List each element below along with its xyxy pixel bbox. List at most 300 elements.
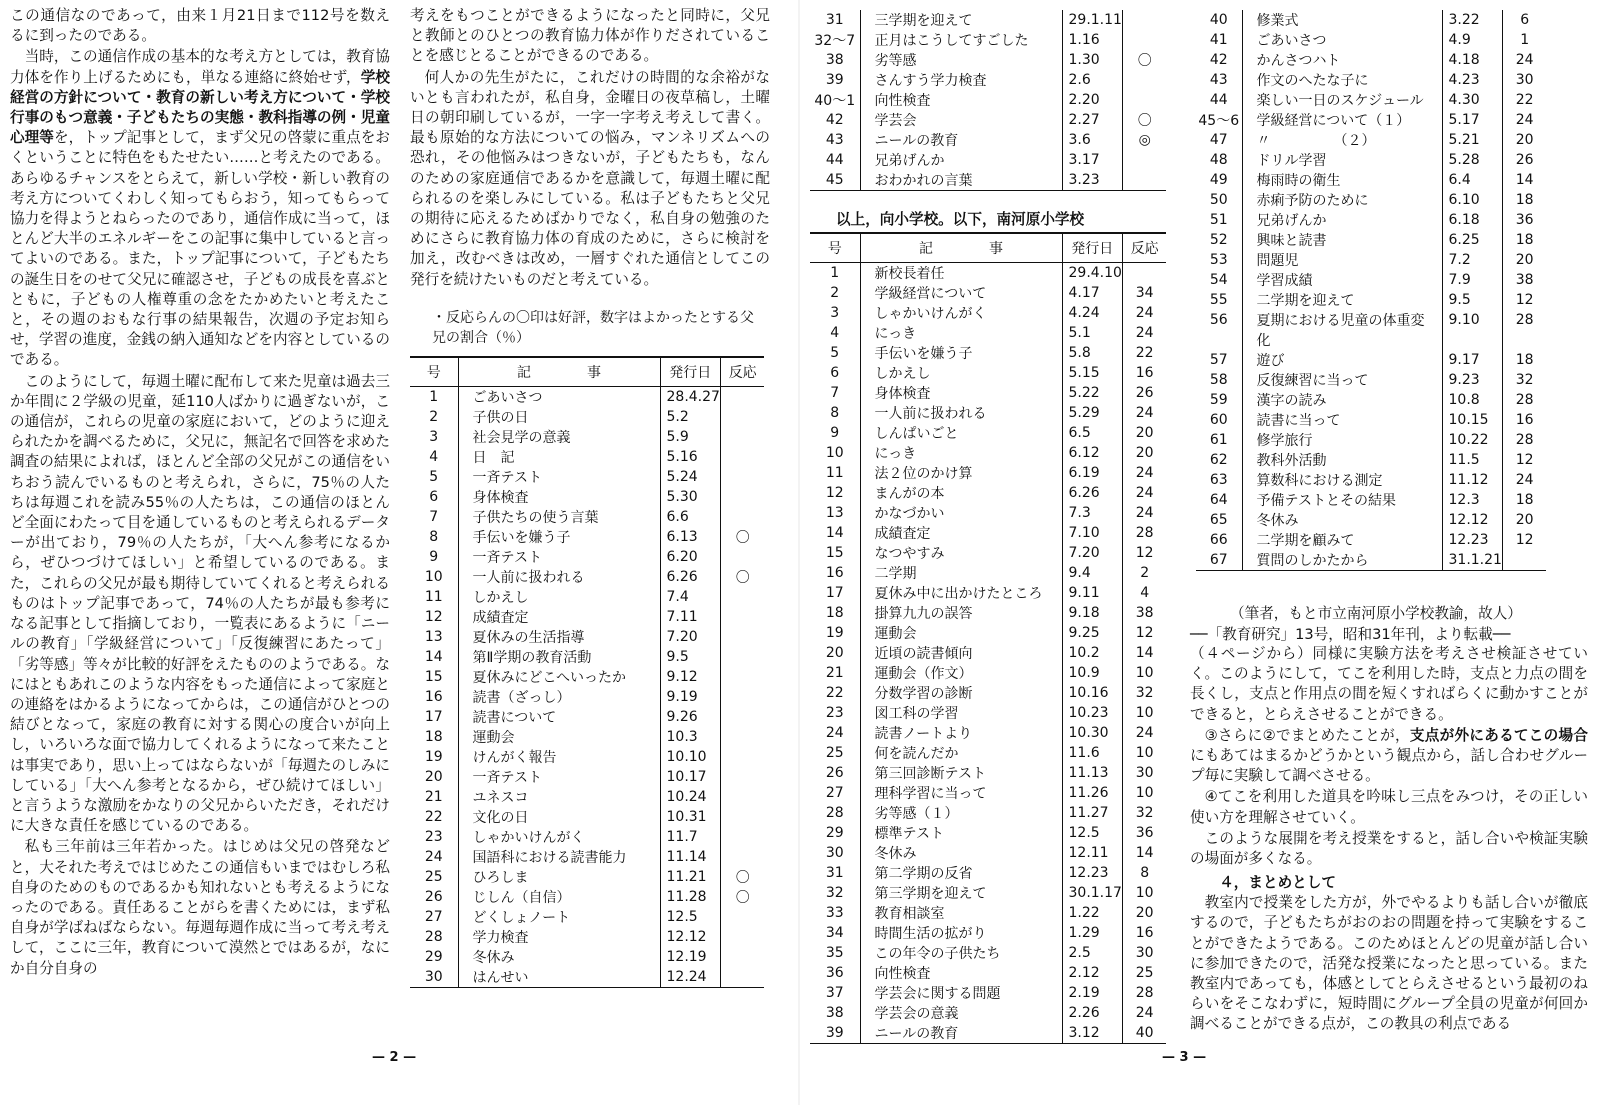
- cell-date: 1.22: [1062, 903, 1122, 923]
- cell-date: 10.17: [660, 767, 720, 787]
- cell-react: [1122, 170, 1166, 191]
- cell-date: 10.31: [660, 807, 720, 827]
- cell-no: 30: [410, 967, 458, 988]
- cell-date: 7.20: [660, 627, 720, 647]
- cell-react: 24: [1122, 403, 1166, 423]
- paragraph: [1190, 726, 1588, 787]
- cell-date: 3.12: [1062, 1023, 1122, 1044]
- cell-react: 4: [1122, 583, 1166, 603]
- cell-date: 10.3: [660, 727, 720, 747]
- cell-no: 20: [424, 768, 443, 785]
- table-row: [810, 643, 1166, 663]
- cell-date: 9.5: [660, 647, 720, 667]
- cell-title: 興味と読書: [1242, 230, 1442, 250]
- cell-title: はんせい: [458, 967, 660, 988]
- cell-react: 28: [1122, 983, 1166, 1003]
- cell-title: 梅雨時の衛生: [1242, 170, 1442, 190]
- cell-title: 学芸会: [860, 110, 1062, 130]
- cell-title: しゃかいけんがく: [458, 827, 660, 847]
- cell-title: 冬休み: [458, 947, 660, 967]
- bold-text: 学校経営の方針について・教育の新しい考え方について・学校行事のもつ意義・子どもたちの実態・教科指導の例・児童心理等: [10, 68, 390, 147]
- paragraph: [10, 47, 390, 370]
- cell-no: 4: [429, 448, 439, 465]
- cell-date: 3.22: [1442, 10, 1502, 30]
- cell-react: 1: [1502, 30, 1546, 50]
- cell-react: [720, 847, 764, 867]
- table-row: [1196, 190, 1546, 210]
- cell-title: 身体検査: [860, 383, 1062, 403]
- source-note: ──「教育研究」13号，昭和31年刊，より転載──: [1190, 626, 1511, 643]
- table-row: [410, 567, 764, 587]
- text-column-right: [410, 6, 770, 988]
- table-row: [810, 483, 1166, 503]
- cell-react: 24: [1502, 110, 1546, 130]
- cell-date: 10.24: [660, 787, 720, 807]
- cell-title: 劣等感: [860, 50, 1062, 70]
- cell-no: 26: [424, 888, 443, 905]
- text-column-right: [1190, 600, 1588, 1036]
- table-row: [1196, 270, 1546, 290]
- cell-date: 28.4.27: [660, 386, 720, 407]
- cell-title: まんがの本: [860, 483, 1062, 503]
- table-row: [1196, 430, 1546, 450]
- cell-react: 18: [1502, 490, 1546, 510]
- cell-react: 32: [1502, 370, 1546, 390]
- cell-title: 夏休みの生活指導: [458, 627, 660, 647]
- cell-date: 11.21: [660, 867, 720, 887]
- cell-no: 22: [424, 808, 443, 825]
- cell-no: 32: [825, 885, 844, 901]
- cell-react: [720, 447, 764, 467]
- cell-no: 30: [825, 845, 844, 861]
- cell-react: [720, 827, 764, 847]
- table-row: [810, 583, 1166, 603]
- cell-title: 遊び: [1242, 350, 1442, 370]
- cell-react: 〇: [1122, 110, 1166, 130]
- cell-title: 学芸会の意義: [860, 1003, 1062, 1023]
- table-row: [410, 647, 764, 667]
- cell-date: 11.28: [660, 887, 720, 907]
- cell-title: 読書ノートより: [860, 723, 1062, 743]
- cell-title: 一人前に扱われる: [458, 567, 660, 587]
- cell-no: 14: [424, 648, 443, 665]
- cell-no: 24: [424, 848, 443, 865]
- cell-title: かんさつハト: [1242, 50, 1442, 70]
- text-run: 何人かの先生がたに，これだけの時間的な余裕がないとも言われたが，私自身，金曜日の夜草稿し，土曜日の朝印刷しているが，一字一字考え考えして書く。最も原始的な方法についての悩み，マンネリズムへの恐れ，その他悩みはつきないが，子どもたちも，なんのための家庭通信であるかを意識して，毎週土曜に配られるのを楽しみにしている。私は子どもたちと父兄の期待に応えるためばかりでなく，私自身の勉強のためにさらに教育協力体の育成のために，さらに検討を加え，改むべきは改め，一層すぐれた通信としてこの発行を続けたいものだと考えている。: [410, 68, 770, 288]
- cell-title: 成績査定: [458, 607, 660, 627]
- table-row: [1196, 30, 1546, 50]
- table-row: [810, 683, 1166, 703]
- cell-title: 夏期における児童の体重変: [1242, 310, 1442, 330]
- cell-no: 13: [424, 628, 443, 645]
- cell-no: 1: [830, 265, 840, 281]
- cell-no: 65: [1209, 512, 1228, 528]
- cell-react: 26: [1122, 383, 1166, 403]
- cell-date: 11.7: [660, 827, 720, 847]
- table-header-row: [410, 357, 764, 387]
- cell-title: 冬休み: [860, 843, 1062, 863]
- cell-no: 43: [825, 132, 844, 148]
- cell-date: 5.8: [1062, 343, 1122, 363]
- table-row: [810, 783, 1166, 803]
- cell-react: 14: [1502, 170, 1546, 190]
- table-row: [1196, 110, 1546, 130]
- cell-no: 19: [424, 748, 443, 765]
- cell-no: 5: [830, 345, 840, 361]
- cell-title: 教科外活動: [1242, 450, 1442, 470]
- cell-no: 51: [1209, 212, 1228, 228]
- cell-title: しかえし: [458, 587, 660, 607]
- cell-title: 赤痢予防のために: [1242, 190, 1442, 210]
- table-row: [1196, 210, 1546, 230]
- cell-no: 12: [424, 608, 443, 625]
- cell-no: 6: [830, 365, 840, 381]
- body-text: [1190, 644, 1588, 869]
- cell-no: 50: [1209, 192, 1228, 208]
- cell-date: 31.1.21: [1442, 550, 1502, 571]
- cell-react: [720, 747, 764, 767]
- cell-no: 28: [825, 805, 844, 821]
- cell-date: 4.9: [1442, 30, 1502, 50]
- cell-title: 教育相談室: [860, 903, 1062, 923]
- cell-date: 4.30: [1442, 90, 1502, 110]
- table-row: [410, 787, 764, 807]
- cell-date: 11.14: [660, 847, 720, 867]
- cell-no: 31: [825, 865, 844, 881]
- cell-date: 7.20: [1062, 543, 1122, 563]
- cell-react: [720, 927, 764, 947]
- table-row: [810, 883, 1166, 903]
- table-row: [1196, 250, 1546, 270]
- cell-react: 20: [1502, 250, 1546, 270]
- cell-date: 11.12: [1442, 470, 1502, 490]
- cell-react: [720, 787, 764, 807]
- header-date: 発行日: [660, 357, 720, 387]
- cell-title: 理科学習に当って: [860, 783, 1062, 803]
- cell-date: 11.6: [1062, 743, 1122, 763]
- cell-title: しかえし: [860, 363, 1062, 383]
- cell-date: 6.10: [1442, 190, 1502, 210]
- cell-no: 24: [825, 725, 844, 741]
- bold-text: 支点が外にあるてこの場合: [1409, 726, 1589, 744]
- cell-no: 54: [1209, 272, 1228, 288]
- cell-title: 日 記: [458, 447, 660, 467]
- cell-no: 8: [830, 405, 840, 421]
- paragraph: [1190, 829, 1588, 869]
- cell-date: [1442, 330, 1502, 350]
- cell-title: 子供たちの使う言葉: [458, 507, 660, 527]
- cell-date: 9.12: [660, 667, 720, 687]
- cell-react: 10: [1122, 703, 1166, 723]
- cell-no: 57: [1209, 352, 1228, 368]
- cell-react: [1122, 70, 1166, 90]
- text-run: （４ページから）同様に実験方法を考えさせ検証させていく。このようにして，てこを利用した時，支点と力点の間を長くし，支点と作用点の間を短くすればらくに動かすことができると，とらえさせることができる。: [1190, 645, 1588, 723]
- cell-react: [720, 967, 764, 988]
- cell-date: 9.10: [1442, 310, 1502, 330]
- cell-no: 11: [825, 465, 844, 481]
- cell-react: 24: [1122, 723, 1166, 743]
- header-title: 記 事: [860, 233, 1062, 263]
- table-row: [1196, 230, 1546, 250]
- page-number: — 3 —: [1162, 1050, 1207, 1065]
- cell-react: [720, 627, 764, 647]
- cell-title: ごあいさつ: [1242, 30, 1442, 50]
- cell-date: 5.17: [1442, 110, 1502, 130]
- cell-date: 12.11: [1062, 843, 1122, 863]
- cell-title: 身体検査: [458, 487, 660, 507]
- cell-react: [1122, 263, 1166, 284]
- cell-react: [720, 707, 764, 727]
- cell-no: [1196, 330, 1242, 350]
- cell-no: 58: [1209, 372, 1228, 388]
- cell-date: 9.18: [1062, 603, 1122, 623]
- cell-react: [720, 407, 764, 427]
- cell-no: 25: [825, 745, 844, 761]
- cell-react: 〇: [720, 887, 764, 907]
- cell-date: 10.8: [1442, 390, 1502, 410]
- table-row: [810, 663, 1166, 683]
- cell-title: 学習成績: [1242, 270, 1442, 290]
- cell-date: 9.25: [1062, 623, 1122, 643]
- cell-react: 24: [1502, 50, 1546, 70]
- cell-react: 25: [1122, 963, 1166, 983]
- table-row: [410, 867, 764, 887]
- cell-title: 時間生活の拡がり: [860, 923, 1062, 943]
- cell-date: 12.19: [660, 947, 720, 967]
- cell-date: 7.11: [660, 607, 720, 627]
- text-run: この通信なのであって，由来１月21日まで112号を数えるに到ったのである。: [10, 7, 390, 45]
- cell-react: 38: [1502, 270, 1546, 290]
- cell-title: 学芸会に関する問題: [860, 983, 1062, 1003]
- cell-title: 法２位のかけ算: [860, 463, 1062, 483]
- cell-date: 6.20: [660, 547, 720, 567]
- cell-react: 36: [1502, 210, 1546, 230]
- table-row: [810, 50, 1166, 70]
- body-text: [410, 6, 770, 290]
- cell-date: 1.30: [1062, 50, 1122, 70]
- cell-date: 10.23: [1062, 703, 1122, 723]
- cell-react: 24: [1122, 463, 1166, 483]
- table-row: [1196, 530, 1546, 550]
- cell-title: なつやすみ: [860, 543, 1062, 563]
- cell-title: 学力検査: [458, 927, 660, 947]
- cell-react: 14: [1122, 843, 1166, 863]
- cell-no: 52: [1209, 232, 1228, 248]
- cell-title: じしん（自信）: [458, 887, 660, 907]
- cell-title: 成績査定: [860, 523, 1062, 543]
- table-row: [1196, 170, 1546, 190]
- table-row: [1196, 130, 1546, 150]
- cell-react: [1122, 90, 1166, 110]
- cell-no: 56: [1209, 312, 1228, 328]
- cell-title: 新校長着任: [860, 263, 1062, 284]
- table-row: [810, 543, 1166, 563]
- table-row: [410, 507, 764, 527]
- cell-react: 12: [1122, 623, 1166, 643]
- cell-react: 28: [1502, 310, 1546, 330]
- table-row: [810, 10, 1166, 30]
- text-run: 当時，この通信作成の基本的な考え方としては，教育協力体を作り上げるためにも，単なる連絡に終始せず，: [10, 48, 390, 86]
- cell-react: 40: [1122, 1023, 1166, 1044]
- cell-no: 34: [825, 925, 844, 941]
- cell-react: 18: [1502, 350, 1546, 370]
- cell-no: 42: [1209, 52, 1228, 68]
- cell-date: 6.25: [1442, 230, 1502, 250]
- cell-react: 8: [1122, 863, 1166, 883]
- cell-title: 運動会（作文）: [860, 663, 1062, 683]
- cell-react: 10: [1122, 663, 1166, 683]
- cell-no: 18: [825, 605, 844, 621]
- table-row: [810, 523, 1166, 543]
- cell-title: 一斉テスト: [458, 547, 660, 567]
- cell-react: 28: [1502, 430, 1546, 450]
- cell-date: 6.13: [660, 527, 720, 547]
- cell-no: 16: [825, 565, 844, 581]
- cell-date: 10.10: [660, 747, 720, 767]
- text-run: ④てこを利用した道具を吟味し三点をみつけ，その正しい使い方を理解させていく。: [1190, 788, 1588, 826]
- table-row: [410, 887, 764, 907]
- cell-no: 4: [830, 325, 840, 341]
- table-row: [1196, 310, 1546, 330]
- cell-no: 47: [1209, 132, 1228, 148]
- cell-date: 9.5: [1442, 290, 1502, 310]
- text-run: 考えをもつことができるようになったと同時に，父兄と教師とのひとつの教育協力体が作りだされていることを感じとることができるのである。: [410, 7, 770, 65]
- cell-no: 27: [424, 908, 443, 925]
- table-row: [1196, 370, 1546, 390]
- table-row: [810, 603, 1166, 623]
- header-no: 号: [410, 357, 458, 387]
- section-heading: ４，まとめとして: [1219, 874, 1336, 892]
- cell-no: 60: [1209, 412, 1228, 428]
- cell-react: [1502, 550, 1546, 571]
- cell-no: 25: [424, 868, 443, 885]
- cell-title: 楽しい一日のスケジュール: [1242, 90, 1442, 110]
- table-row: [1196, 290, 1546, 310]
- cell-date: 6.26: [1062, 483, 1122, 503]
- cell-date: 1.29: [1062, 923, 1122, 943]
- table-row: [410, 386, 764, 407]
- table-row: [410, 427, 764, 447]
- cell-no: 5: [429, 468, 439, 485]
- cell-no: 7: [830, 385, 840, 401]
- cell-title: 二学期: [860, 563, 1062, 583]
- table-row: [410, 727, 764, 747]
- paragraph: [410, 68, 770, 290]
- cell-date: 4.18: [1442, 50, 1502, 70]
- cell-no: 19: [825, 625, 844, 641]
- table-row: [410, 907, 764, 927]
- table-row: [810, 403, 1166, 423]
- cell-no: 10: [825, 445, 844, 461]
- table-row: [810, 383, 1166, 403]
- cell-no: 26: [825, 765, 844, 781]
- cell-title: 学級経営について（１）: [1242, 110, 1442, 130]
- table-row: [810, 923, 1166, 943]
- cell-react: [720, 647, 764, 667]
- table-row: [1196, 550, 1546, 571]
- cell-react: 28: [1122, 523, 1166, 543]
- cell-date: 9.11: [1062, 583, 1122, 603]
- table-row: [810, 503, 1166, 523]
- cell-date: 6.18: [1442, 210, 1502, 230]
- cell-no: 63: [1209, 472, 1228, 488]
- newsletter-table-2: [810, 232, 1166, 1044]
- cell-date: 5.2: [660, 407, 720, 427]
- cell-no: 15: [825, 545, 844, 561]
- cell-no: 42: [825, 112, 844, 128]
- cell-date: 2.6: [1062, 70, 1122, 90]
- table-row: [810, 983, 1166, 1003]
- cell-react: 12: [1502, 290, 1546, 310]
- cell-no: 37: [825, 985, 844, 1001]
- cell-title: 向性検査: [860, 90, 1062, 110]
- cell-no: 27: [825, 785, 844, 801]
- cell-no: 55: [1209, 292, 1228, 308]
- table-row: [410, 447, 764, 467]
- cell-no: 28: [424, 928, 443, 945]
- table-row: [810, 823, 1166, 843]
- table-row: [1196, 470, 1546, 490]
- cell-react: 16: [1122, 363, 1166, 383]
- newsletter-table-1: [410, 356, 764, 988]
- cell-no: 61: [1209, 432, 1228, 448]
- cell-react: [720, 947, 764, 967]
- cell-title: 図工科の学習: [860, 703, 1062, 723]
- cell-title: 読書について: [458, 707, 660, 727]
- cell-date: 5.21: [1442, 130, 1502, 150]
- table-row: [1196, 390, 1546, 410]
- table-row: [1196, 330, 1546, 350]
- cell-no: 21: [825, 665, 844, 681]
- cell-react: 10: [1122, 743, 1166, 763]
- table-row: [810, 150, 1166, 170]
- cell-date: 12.3: [1442, 490, 1502, 510]
- cell-react: 24: [1122, 503, 1166, 523]
- cell-title: しゃかいけんがく: [860, 303, 1062, 323]
- cell-react: [720, 667, 764, 687]
- table-row: [1196, 70, 1546, 90]
- cell-date: 9.26: [660, 707, 720, 727]
- cell-title: 社会見学の意義: [458, 427, 660, 447]
- cell-title: にっき: [860, 323, 1062, 343]
- table-row: [410, 487, 764, 507]
- cell-react: [720, 767, 764, 787]
- table-row: [1196, 50, 1546, 70]
- cell-no: 62: [1209, 452, 1228, 468]
- cell-date: 2.5: [1062, 943, 1122, 963]
- header-reaction: 反応: [1122, 233, 1166, 263]
- header-reaction: 反応: [720, 357, 764, 387]
- cell-react: 24: [1502, 470, 1546, 490]
- table-row: [410, 707, 764, 727]
- cell-date: 12.12: [1442, 510, 1502, 530]
- table-row: [810, 130, 1166, 150]
- cell-no: 36: [825, 965, 844, 981]
- cell-react: 〇: [1122, 50, 1166, 70]
- table-row: [810, 943, 1166, 963]
- cell-title: さんすう学力検査: [860, 70, 1062, 90]
- cell-title: 夏休みにどこへいったか: [458, 667, 660, 687]
- cell-title: 第二学期の反省: [860, 863, 1062, 883]
- cell-react: 〇: [720, 527, 764, 547]
- cell-react: 18: [1502, 190, 1546, 210]
- table-row: [810, 723, 1166, 743]
- cell-title: 手伝いを嫌う子: [860, 343, 1062, 363]
- cell-date: 11.5: [1442, 450, 1502, 470]
- table-row: [810, 170, 1166, 191]
- cell-title: けんがく報告: [458, 747, 660, 767]
- cell-title: 学級経営について: [860, 283, 1062, 303]
